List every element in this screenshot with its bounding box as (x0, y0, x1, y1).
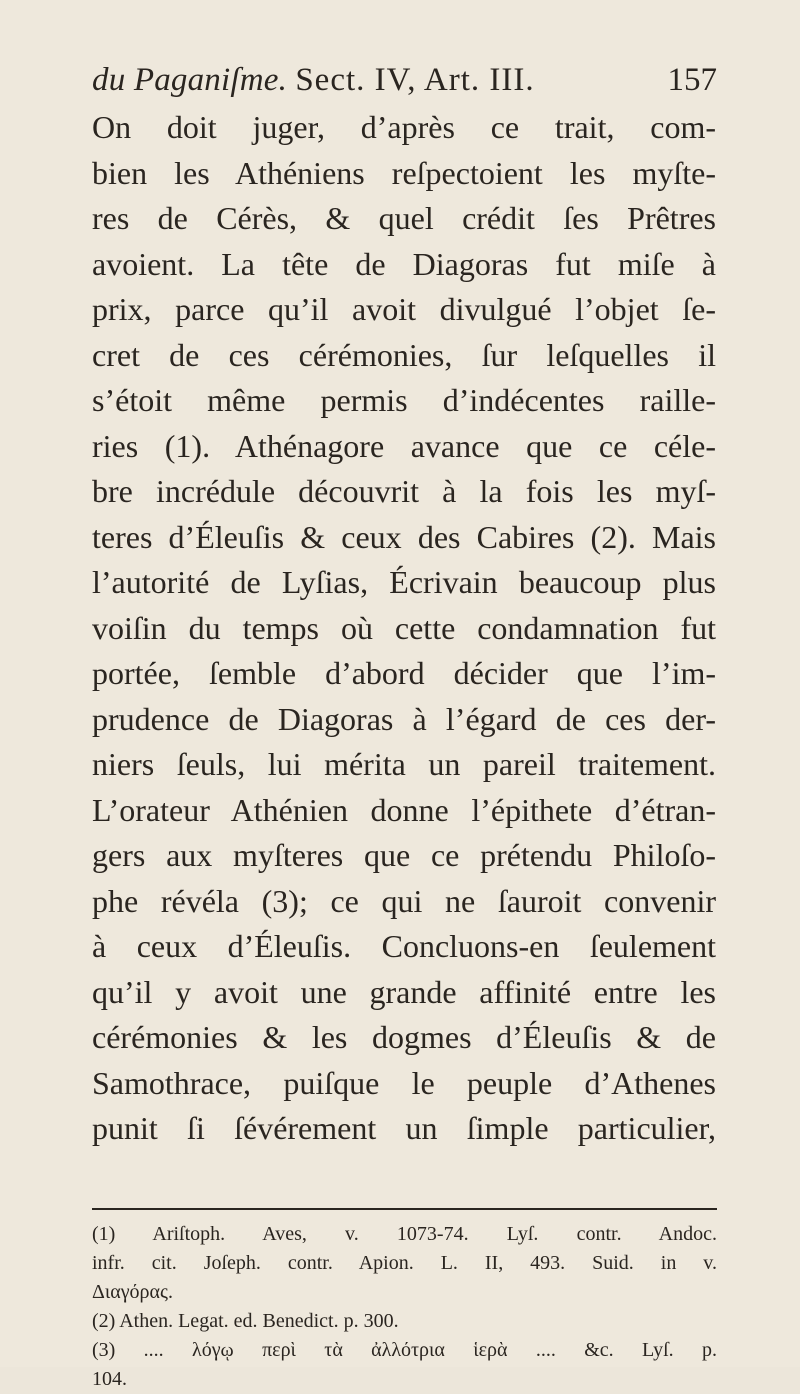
body-paragraph (92, 105, 716, 1152)
text-line: niers ſeuls, lui mérita un pareil traitement. (92, 746, 716, 782)
text-line: ries (1). Athénagore avance que ce céle- (92, 427, 716, 464)
text-line: à ceux d’Éleuſis. Concluons-en ſeulement (92, 928, 716, 964)
text-line: bre incrédule découvrit à la fois les myſ- (92, 473, 716, 509)
section-reference: Sect. IV, Art. III. (295, 62, 535, 98)
footnote-line: (1) Ariſtoph. Aves, v. 1073-74. Lyſ. contr. Andoc. (92, 1223, 717, 1245)
text-line: On doit juger, d’après ce trait, com- (92, 109, 716, 145)
text-line: L’orateur Athénien donne l’épithete d’étran- (92, 791, 716, 828)
footnote-divider (92, 1208, 717, 1210)
text-line: prudence de Diagoras à l’égard de ces der- (92, 700, 716, 737)
text-line: phe révéla (3); ce qui ne ſauroit convenir (92, 882, 716, 919)
running-title: du Paganiſme. (92, 62, 288, 98)
text-line: gers aux myſteres que ce prétendu Philoſo- (92, 837, 716, 873)
footnote-line: (2) Athen. Legat. ed. Benedict. p. 300. (92, 1310, 399, 1332)
footnote-line: infr. cit. Joſeph. contr. Apion. L. II, 493. Suid. in v. (92, 1252, 717, 1274)
footnotes (92, 1220, 717, 1394)
footnote-line: (3) .... λόγῳ περὶ τὰ ἀλλότρια ἱερὰ .... &c. Lyſ. p. (92, 1339, 717, 1361)
text-line: res de Cérès, & quel crédit ſes Prêtres (92, 200, 716, 236)
text-line: prix, parce qu’il avoit divulgué l’objet ſe- (92, 291, 716, 327)
text-line: punit ſi ſévérement un ſimple particulier, (92, 1110, 716, 1146)
text-line: voiſin du temps où cette condamnation fut (92, 609, 716, 646)
text-line: Samothrace, puiſque le peuple d’Athenes (92, 1064, 716, 1101)
page-number: 157 (667, 62, 717, 98)
text-line: qu’il y avoit une grande affinité entre les (92, 973, 716, 1010)
text-line: bien les Athéniens reſpectoient les myſte- (92, 154, 716, 191)
page-header (92, 60, 717, 100)
text-line: l’autorité de Lyſias, Écrivain beaucoup plus (92, 564, 716, 600)
text-line: cérémonies & les dogmes d’Éleuſis & de (92, 1019, 716, 1055)
text-line: avoient. La tête de Diagoras fut miſe à (92, 245, 716, 282)
text-line: cret de ces cérémonies, ſur leſquelles il (92, 336, 716, 373)
footnote-line: 104. (92, 1368, 127, 1390)
text-line: s’étoit même permis d’indécentes raille- (92, 382, 716, 418)
text-line: teres d’Éleuſis & ceux des Cabires (2). Mais (92, 518, 716, 555)
footnote-line: Διαγόρας. (92, 1281, 173, 1303)
text-line: portée, ſemble d’abord décider que l’im- (92, 655, 716, 691)
